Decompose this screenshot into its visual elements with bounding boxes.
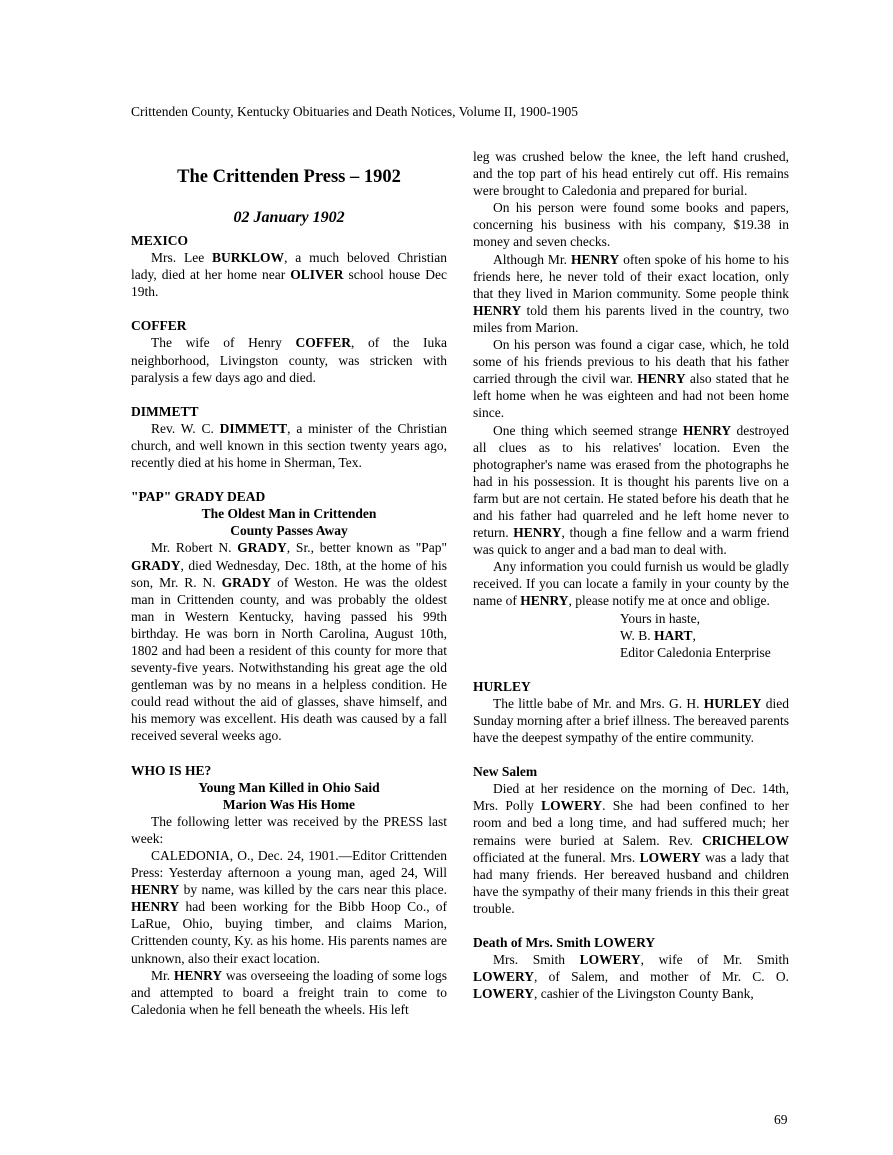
signature-title: Editor Caledonia Enterprise xyxy=(620,644,771,660)
text-run: by name, was killed by the cars near this place. xyxy=(179,882,447,898)
signature-name xyxy=(473,627,789,644)
text-run: Rev. W. C. xyxy=(151,420,220,436)
paragraph-henry-6 xyxy=(473,558,789,609)
paragraph-who-is-he-3 xyxy=(131,967,447,1018)
text-run: , please notify me at once and oblige. xyxy=(568,593,770,609)
surname-bold: HURLEY xyxy=(703,695,762,711)
surname-bold: HENRY xyxy=(682,422,732,438)
text-run: had been working for the Bibb Hoop Co., of LaRue, Ohio, buying timber, and claims Marion, Crittenden county, Ky. as his home. His parents names are unknown, also their exact location. xyxy=(131,899,447,966)
surname-bold: LOWERY xyxy=(639,849,701,865)
heading-dimmett: DIMMETT xyxy=(131,403,199,419)
text-run: Mr. xyxy=(151,967,174,983)
text-run: , cashier of the Livingston County Bank, xyxy=(534,986,754,1002)
text-run: officiated at the funeral. Mrs. xyxy=(473,849,640,865)
subheading-who-is-he-1: Young Man Killed in Ohio Said xyxy=(198,779,380,795)
subheading-who-is-he-2: Marion Was His Home xyxy=(222,796,356,812)
surname-bold: HENRY xyxy=(131,899,180,915)
signature-closing: Yours in haste, xyxy=(620,610,701,626)
text-run: One thing which seemed strange xyxy=(493,422,683,438)
surname-bold: HENRY xyxy=(473,302,522,318)
text-run: The wife of Henry xyxy=(151,335,296,351)
surname-bold: LOWERY xyxy=(579,952,641,968)
paragraph-coffer xyxy=(131,334,447,385)
paragraph-new-salem xyxy=(473,780,789,917)
paragraph-henry-3 xyxy=(473,251,789,336)
paragraph-lowery xyxy=(473,951,789,1002)
surname-bold: LOWERY xyxy=(541,798,603,814)
text-run: , though a fine fellow and a warm friend was quick to anger and a bad man to deal with. xyxy=(473,525,789,558)
surname-bold: HENRY xyxy=(520,593,569,609)
text-run: was overseeing the loading of some logs and attempted to board a freight train to come to Caledonia when he fell beneath the wheels. His left xyxy=(131,967,447,1017)
text-run: Although Mr. xyxy=(493,251,571,267)
text-run: leg was crushed below the knee, the left hand crushed, and the top part of his head entirely cut off. His remains were brought to Caledonia and prepared for burial. xyxy=(473,149,789,199)
running-header: Crittenden County, Kentucky Obituaries and Death Notices, Volume II, 1900-1905 xyxy=(131,104,579,119)
left-column xyxy=(131,148,447,1018)
issue-date: 02 January 1902 xyxy=(233,209,345,226)
surname-bold: OLIVER xyxy=(290,267,344,283)
surname-bold: GRADY xyxy=(237,540,287,556)
text-run: often spoke of his home to his friends here, he never told of their exact location, only that they lived in Marion community. Some people think xyxy=(473,251,789,301)
text-run: destroyed all clues as to his relatives' location. Even the photographer's name was erased from the photographs he had in his possession. It is thought his parents live on a farm but are not certain. He stated before his death that he and his father had quarreled and he left home never to return. xyxy=(473,422,789,541)
heading-mexico: MEXICO xyxy=(131,233,188,248)
paragraph-mexico xyxy=(131,249,447,300)
surname-bold: GRADY xyxy=(131,557,181,573)
text-run: W. B. xyxy=(620,627,655,643)
text-run: , died Wednesday, Dec. 18th, at the home of his son, Mr. R. N. xyxy=(131,557,447,590)
text-run: The little babe of Mr. and Mrs. G. H. xyxy=(493,695,704,711)
surname-bold: CRICHELOW xyxy=(701,832,789,848)
paragraph-who-is-he-2 xyxy=(131,847,447,967)
text-run: , Sr., better known as "Pap" xyxy=(286,540,447,556)
heading-hurley: HURLEY xyxy=(473,678,531,694)
text-run: died Sunday morning after a brief illness. The bereaved parents have the deepest sympathy of the entire community. xyxy=(473,695,789,746)
surname-bold: DIMMETT xyxy=(219,420,288,436)
subheading-grady-2: County Passes Away xyxy=(230,523,348,539)
text-run: Mrs. Lee xyxy=(151,250,213,266)
surname-bold: BURKLOW xyxy=(212,250,285,266)
text-run: Mrs. Smith xyxy=(493,952,580,968)
surname-bold: COFFER xyxy=(295,335,351,351)
paragraph-who-is-he-1 xyxy=(131,813,447,847)
text-run: , a much beloved Christian lady, died at her home near xyxy=(131,250,448,283)
paragraph-henry-4 xyxy=(473,336,789,421)
surname-bold: GRADY xyxy=(221,574,272,590)
text-run: . She had been confined to her room and bed a long time, and had suffered much; her remains were buried at Salem. Rev. xyxy=(473,798,789,848)
surname-bold: HART xyxy=(654,627,693,643)
text-run: Mr. Robert N. xyxy=(151,540,238,556)
surname-bold: HENRY xyxy=(570,251,620,267)
text-run: told them his parents lived in the country, two miles from Marion. xyxy=(473,302,789,335)
surname-bold: HENRY xyxy=(513,525,562,541)
newspaper-title: The Crittenden Press – 1902 xyxy=(177,167,401,187)
text-run: , of Salem, and mother of Mr. C. O. xyxy=(534,969,789,985)
paragraph-henry-5 xyxy=(473,422,789,559)
surname-bold: LOWERY xyxy=(473,969,535,985)
paragraph-hurley xyxy=(473,695,789,746)
text-run: On his person were found some books and papers, concerning his business with his company, $19.38 in money and seven checks. xyxy=(473,200,789,250)
text-run: was a lady that had many friends. Her bereaved husband and children have the sympathy of their many friends in this their great trouble. xyxy=(473,849,789,916)
paragraph-dimmett xyxy=(131,420,447,471)
heading-grady: "PAP" GRADY DEAD xyxy=(131,489,266,505)
text-run: The following letter was received by the PRESS last week: xyxy=(131,813,447,846)
heading-new-salem: New Salem xyxy=(473,764,538,780)
page-number: 69 xyxy=(774,1112,788,1127)
text-run: On his person was found a cigar case, which, he told some of his friends previous to his death that his father carried through the civil war. xyxy=(473,337,789,387)
text-run: Any information you could furnish us would be gladly received. If you can locate a family in your county by the name of xyxy=(473,559,789,609)
surname-bold: LOWERY xyxy=(473,986,535,1002)
subheading-grady-1: The Oldest Man in Crittenden xyxy=(201,506,377,522)
text-run: Died at her residence on the morning of Dec. 14th, Mrs. Polly xyxy=(473,781,789,814)
right-column xyxy=(473,148,789,1002)
surname-bold: HENRY xyxy=(637,371,686,387)
heading-coffer: COFFER xyxy=(131,318,187,334)
paragraph-henry-2 xyxy=(473,199,789,250)
text-run: , xyxy=(692,627,696,643)
text-run: CALEDONIA, O., Dec. 24, 1901.—Editor Crittenden Press: Yesterday afternoon a young man, aged 24, Will xyxy=(131,848,447,881)
text-run: , wife of Mr. Smith xyxy=(640,952,789,968)
paragraph-grady xyxy=(131,539,447,744)
text-run: , a minister of the Christian church, and well known in this section twenty years ago, recently died at his home in Sherman, Tex. xyxy=(131,420,447,471)
text-run: also stated that he left home when he was eighteen and had not been home since. xyxy=(473,371,789,421)
heading-lowery: Death of Mrs. Smith LOWERY xyxy=(473,935,656,951)
text-run: , of the Iuka neighborhood, Livingston county, was stricken with paralysis a few days ago and died. xyxy=(131,335,447,385)
surname-bold: HENRY xyxy=(173,967,223,983)
text-run: school house Dec 19th. xyxy=(131,267,447,300)
surname-bold: HENRY xyxy=(131,882,180,898)
text-run: of Weston. He was the oldest man in Crittenden county, and was probably the oldest man in Western Kentucky, having passed his 99th birthday. He was born in North Carolina, August 10th, 1802 and had been a resident of this county for more that seventy-five years. Notwithstanding his great age the old gentleman was by no means in a helpless condition. He could read without the aid of glasses, shave himself, and his memory was excellent. His death was caused by a fall received several weeks ago. xyxy=(131,574,447,744)
heading-who-is-he: WHO IS HE? xyxy=(131,762,212,778)
paragraph-henry-continued xyxy=(473,148,789,199)
